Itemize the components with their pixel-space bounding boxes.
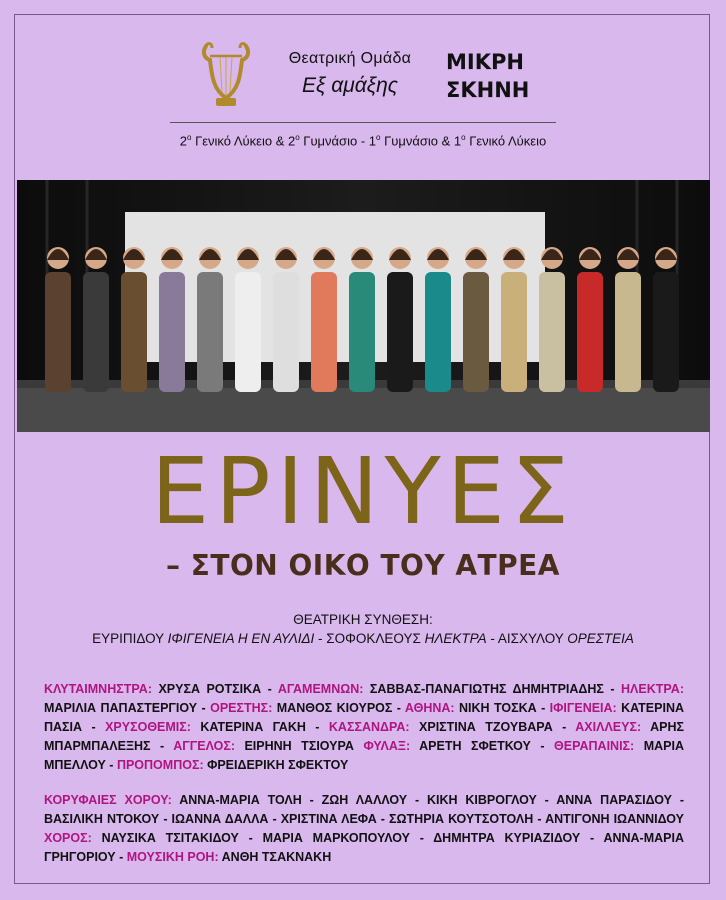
- school-number: 2: [179, 133, 187, 149]
- play-source-author: - ΣΟΦΟΚΛΕΟΥΣ: [314, 631, 425, 646]
- troupe-line1: Θεατρική Ομάδα: [288, 50, 412, 67]
- play-source-title: ΟΡΕΣΤΕΙΑ: [567, 631, 634, 646]
- actor-figure: [311, 272, 337, 392]
- school-ordinal: ο: [295, 133, 300, 142]
- cast-actor: ΜΑΡΙΑ ΜΠΕΛΛΟΥ -: [44, 739, 684, 772]
- school-text: Γυμνάσιο -: [299, 133, 369, 149]
- cast-actor: ΑΡΗΣ ΜΠΑΡΜΠΑΛΕΞΗΣ -: [44, 720, 684, 753]
- cast-actor: ΜΑΡΙΛΙΑ ΠΑΠΑΣΤΕΡΓΙΟΥ -: [44, 701, 211, 715]
- school-number: 1: [453, 133, 462, 149]
- synthesis-sources: [0, 629, 726, 648]
- play-source-title: ΙΦΙΓΕΝΕΙΑ Η ΕΝ ΑΥΛΙΔΙ: [167, 631, 315, 646]
- cast-role: ΧΡΥΣΟΘΕΜΙΣ:: [105, 720, 191, 734]
- stage-line2: ΣΚΗΝΗ: [446, 78, 530, 102]
- actor-figure: [159, 272, 185, 392]
- actor-figure: [349, 272, 375, 392]
- actor-figure: [45, 272, 71, 392]
- synthesis-block: [0, 610, 726, 648]
- cast-role: ΠΡΟΠΟΜΠΟΣ:: [116, 758, 204, 772]
- cast-actor: ΧΡΙΣΤΙΝΑ ΤΖΟΥΒΑΡΑ -: [409, 720, 576, 734]
- cast-actor: ΑΝΝΑ-ΜΑΡΙΑ ΤΟΛΗ - ΖΩΗ ΛΑΛΛΟΥ - ΚΙΚΗ ΚΙΒΡΟΓΛΟΥ - ΑΝΝΑ ΠΑΡΑΣΙΔΟΥ - ΒΑΣΙΛΙΚΗ ΝΤΟΚΟΥ - ΙΩΑΝΝΑ ΔΑΛΛΑ - ΧΡΙΣΤΙΝΑ ΛΕΦΑ - ΣΩΤΗΡΙΑ ΚΟΥΤΣΟΤΟΛΗ - ΑΝΤΙΓΟΝΗ ΙΩΑΝΝΙΔΟΥ: [44, 793, 685, 826]
- actor-figure: [387, 272, 413, 392]
- cast-group-photo: [17, 180, 710, 432]
- play-source-author: ΕΥΡΙΠΙΔΟΥ: [92, 631, 168, 646]
- poster-header: [0, 0, 726, 180]
- play-subtitle: – ΣΤΟΝ ΟΙΚΟ ΤΟΥ ΑΤΡΕΑ: [166, 549, 560, 582]
- actor-figure: [273, 272, 299, 392]
- school-number: 2: [287, 133, 296, 149]
- actor-figure: [235, 272, 261, 392]
- cast-role: ΘΕΡΑΠΑΙΝΙΣ:: [554, 739, 635, 753]
- schools-line: [0, 133, 726, 148]
- school-ordinal: ο: [187, 133, 192, 142]
- cast-paragraph: [44, 791, 684, 867]
- cast-actor: ΧΡΥΣΑ ΡΟΤΣΙΚΑ -: [151, 682, 278, 696]
- cast-role: ΟΡΕΣΤΗΣ:: [210, 701, 273, 715]
- cast-actor: ΑΡΕΤΗ ΣΦΕΤΚΟΥ -: [410, 739, 555, 753]
- cast-actor: ΚΑΤΕΡΙΝΑ ΠΑΣΙΑ -: [44, 701, 685, 734]
- cast-role: ΑΓΓΕΛΟΣ:: [173, 739, 235, 753]
- actor-figure: [425, 272, 451, 392]
- stage-name: [446, 48, 529, 104]
- cast-role: ΧΟΡΟΣ:: [44, 831, 92, 845]
- play-source-author: - ΑΙΣΧΥΛΟΥ: [486, 631, 568, 646]
- cast-role: ΑΧΙΛΛΕΥΣ:: [575, 720, 642, 734]
- school-ordinal: ο: [376, 133, 381, 142]
- troupe-name: [280, 50, 420, 98]
- play-title: ΕΡΙΝΥΕΣ: [150, 438, 575, 545]
- cast-actor: ΣΑΒΒΑΣ-ΠΑΝΑΓΙΩΤΗΣ ΔΗΜΗΤΡΙΑΔΗΣ -: [363, 682, 622, 696]
- actor-figure: [83, 272, 109, 392]
- actor-figure: [121, 272, 147, 392]
- actor-figure: [463, 272, 489, 392]
- cast-role: ΗΛΕΚΤΡΑ:: [621, 682, 684, 696]
- cast-list: [44, 680, 684, 883]
- stage-photo-illustration: [17, 180, 710, 432]
- cast-actor: ΚΑΤΕΡΙΝΑ ΓΑΚΗ -: [190, 720, 329, 734]
- actor-figure: [539, 272, 565, 392]
- school-text: Γενικό Λύκειο &: [191, 133, 288, 149]
- cast-paragraph: [44, 680, 684, 775]
- synthesis-heading: ΘΕΑΤΡΙΚΗ ΣΥΝΘΕΣΗ:: [293, 612, 433, 627]
- cast-actor: ΜΑΝΘΟΣ ΚΙΟΥΡΟΣ -: [272, 701, 405, 715]
- cast-role: ΙΦΙΓΕΝΕΙΑ:: [549, 701, 617, 715]
- troupe-line2: Εξ αμάξης: [302, 74, 398, 97]
- actor-figure: [615, 272, 641, 392]
- lyre-icon: [200, 40, 252, 112]
- cast-role: ΦΥΛΑΞ:: [363, 739, 411, 753]
- school-ordinal: ο: [461, 133, 466, 142]
- actor-figure: [197, 272, 223, 392]
- actor-figure: [653, 272, 679, 392]
- cast-actor: ΝΑΥΣΙΚΑ ΤΣΙΤΑΚΙΔΟΥ - ΜΑΡΙΑ ΜΑΡΚΟΠΟΥΛΟΥ - ΔΗΜΗΤΡΑ ΚΥΡΙΑΖΙΔΟΥ - ΑΝΝΑ-ΜΑΡΙΑ ΓΡΗΓΟΡΙΟΥ -: [44, 831, 684, 864]
- school-number: 1: [368, 133, 376, 149]
- header-divider: [170, 122, 556, 123]
- cast-role: ΚΟΡΥΦΑΙΕΣ ΧΟΡΟΥ:: [44, 793, 172, 807]
- school-text: Γενικό Λύκειο: [465, 133, 547, 149]
- play-source-title: ΗΛΕΚΤΡΑ: [424, 631, 487, 646]
- cast-actor: ΕΙΡΗΝΗ ΤΣΙΟΥΡΑ: [234, 739, 364, 753]
- cast-actor: ΑΝΘΗ ΤΣΑΚΝΑΚΗ: [218, 850, 332, 864]
- cast-role: ΑΓΑΜΕΜΝΩΝ:: [277, 682, 364, 696]
- school-text: Γυμνάσιο &: [380, 133, 454, 149]
- cast-role: ΚΛΥΤΑΙΜΝΗΣΤΡΑ:: [44, 682, 152, 696]
- cast-role: ΜΟΥΣΙΚΗ ΡΟΗ:: [126, 850, 219, 864]
- cast-actor: ΝΙΚΗ ΤΟΣΚΑ -: [454, 701, 550, 715]
- actor-figure: [577, 272, 603, 392]
- cast-role: ΚΑΣΣΑΝΔΡΑ:: [328, 720, 410, 734]
- cast-actor: ΦΡΕΙΔΕΡΙΚΗ ΣΦΕΚΤΟΥ: [203, 758, 349, 772]
- actor-figure: [501, 272, 527, 392]
- stage-line1: ΜΙΚΡΗ: [446, 50, 524, 74]
- cast-role: ΑΘΗΝΑ:: [404, 701, 455, 715]
